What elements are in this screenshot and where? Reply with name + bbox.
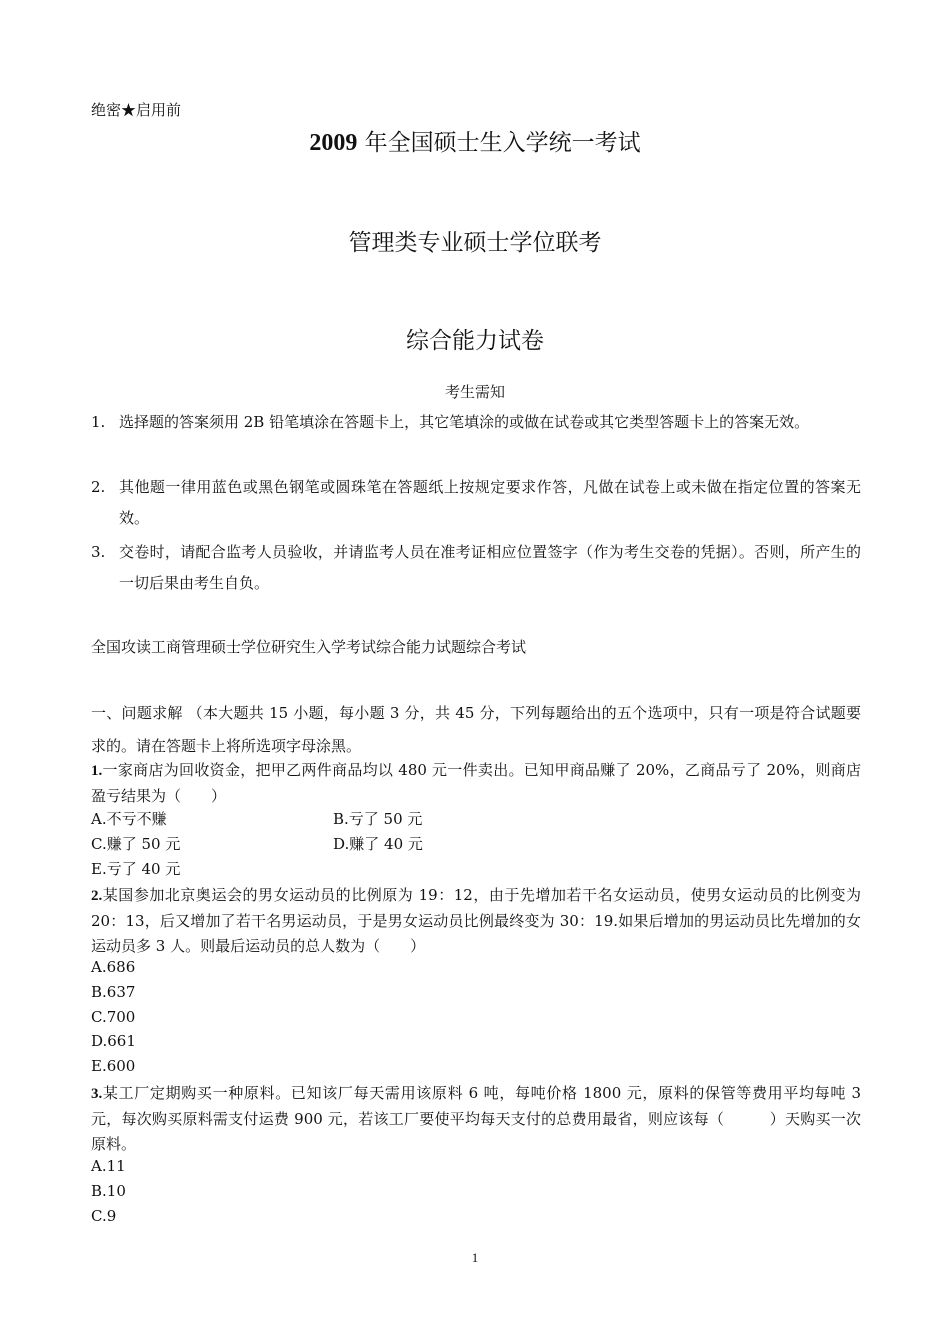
question-number: 3. (91, 1086, 103, 1102)
question-stem (91, 758, 861, 809)
confidential-mark: 绝密★启用前 (91, 101, 182, 119)
paper-name: 综合能力试卷 (406, 328, 544, 354)
option: B.亏了 50 元 (333, 810, 423, 828)
option: B.10 (91, 1182, 126, 1200)
option: E.600 (91, 1057, 136, 1075)
section-intro: 一、问题求解 （本大题共 15 小题，每小题 3 分，共 45 分，下列每题给出的五个选项中，只有一项是符合试题要求的。请在答题卡上将所选项字母涂黑。 (91, 704, 861, 755)
option: A.11 (91, 1157, 126, 1175)
notice-item (91, 407, 861, 438)
notice-heading: 考生需知 (444, 383, 505, 401)
question-stem (91, 1081, 861, 1157)
question-number: 2. (91, 888, 103, 904)
notice-item-text: 其他题一律用蓝色或黑色钢笔或圆珠笔在答题纸上按规定要求作答，凡做在试卷上或未做在指定位置的答案无效。 (119, 478, 861, 527)
option: A.686 (91, 958, 136, 976)
option: A.不亏不赚 (91, 810, 167, 828)
exam-title (0, 124, 950, 157)
option: C.赚了 50 元 (91, 835, 181, 853)
notice-item (91, 537, 861, 599)
question-number: 1. (91, 763, 103, 779)
notice-item-number: 2. (91, 478, 106, 496)
page-number: 1 (471, 1250, 479, 1265)
exam-subtitle: 全国攻读工商管理硕士学位研究生入学考试综合能力试题综合考试 (91, 638, 527, 656)
question-text: 一家商店为回收资金，把甲乙两件商品均以 480 元一件卖出。已知甲商品赚了 20%，乙商品亏了 20%，则商店盈亏结果为（ ） (91, 761, 861, 805)
question-text: 某国参加北京奥运会的男女运动员的比例原为 19：12，由于先增加若干名女运动员，使男女运动员的比例变为 20：13，后又增加了若干名男运动员，于是男女运动员比例最终变为 30：19.如果后增加的男运动员比先增加的女运动员多 3 人。则最后运动员的总人数为（ ） (91, 886, 861, 955)
question-text: 某工厂定期购买一种原料。已知该厂每天需用该原料 6 吨，每吨价格 1800 元，原料的保管等费用平均每吨 3 元，每次购买原料需支付运费 900 元，若该工厂要使平均每天支付的总费用最省，则应该每（ ）天购买一次原料。 (91, 1084, 861, 1153)
notice-item (91, 472, 861, 534)
option: C.9 (91, 1207, 117, 1225)
option: C.700 (91, 1008, 136, 1026)
notice-item-number: 1. (91, 413, 106, 431)
exam-title-text: 年全国硕士生入学统一考试 (357, 130, 641, 156)
exam-year: 2009 (309, 130, 358, 156)
exam-subtitle-program: 管理类专业硕士学位联考 (348, 230, 602, 256)
option: B.637 (91, 983, 136, 1001)
question-stem (91, 883, 861, 959)
notice-item-text: 交卷时，请配合监考人员验收，并请监考人员在准考证相应位置签字（作为考生交卷的凭据）。否则，所产生的一切后果由考生自负。 (119, 543, 861, 592)
option: D.赚了 40 元 (333, 835, 423, 853)
notice-item-text: 选择题的答案须用 2B 铅笔填涂在答题卡上，其它笔填涂的或做在试卷或其它类型答题卡上的答案无效。 (119, 413, 810, 431)
option: D.661 (91, 1032, 136, 1050)
option: E.亏了 40 元 (91, 860, 181, 878)
notice-item-number: 3. (91, 543, 106, 561)
